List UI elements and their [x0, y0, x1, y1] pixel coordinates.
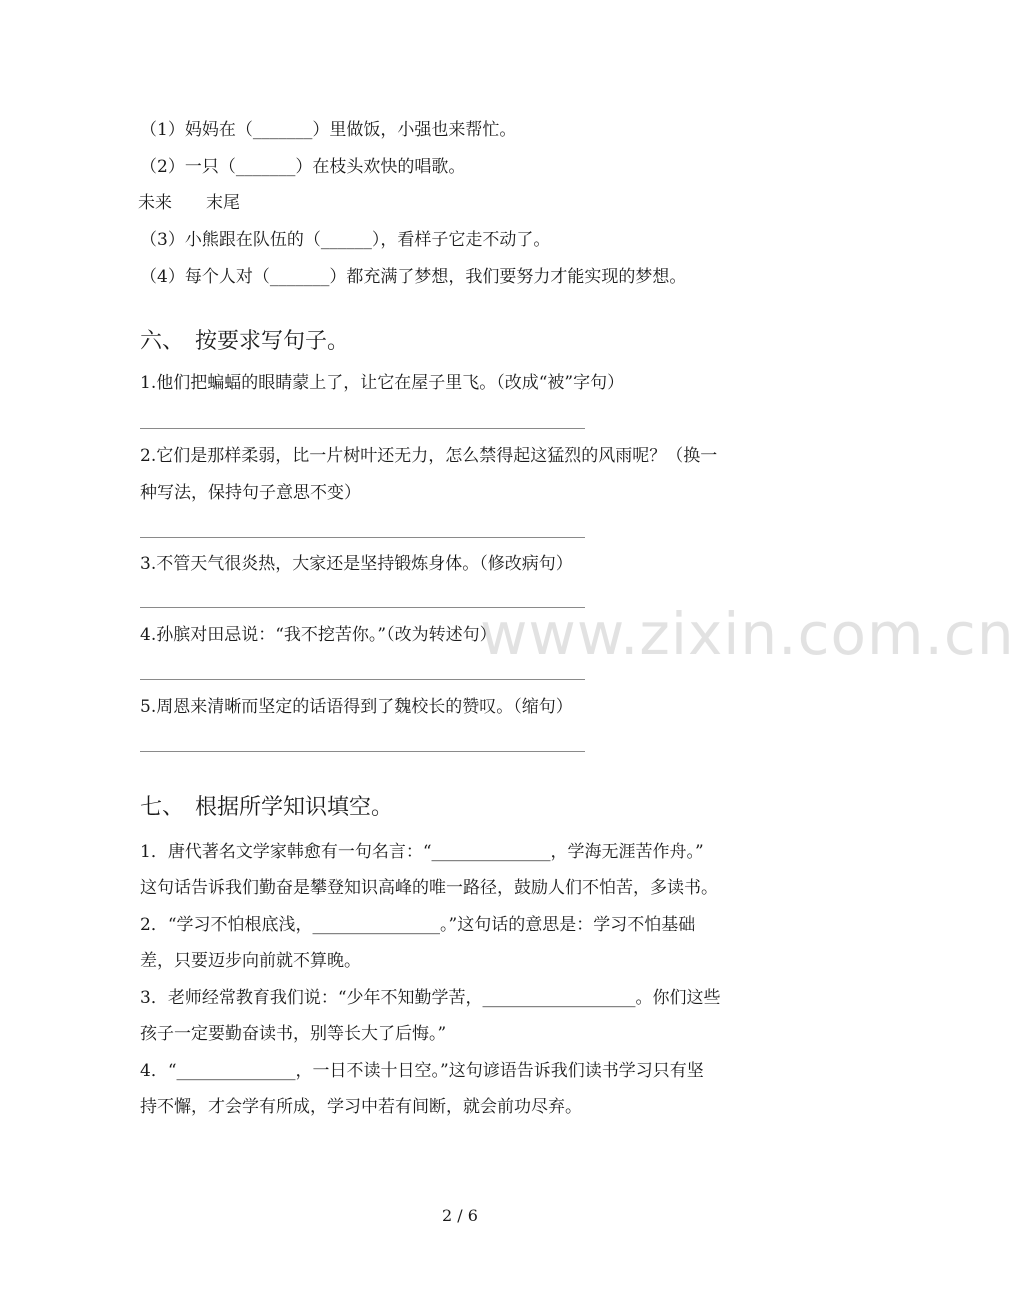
section-6-item-2-cont: 种写法，保持句子意思不变） [140, 483, 361, 503]
exercise-5-q3: （3）小熊跟在队伍的（______），看样子它走不动了。 [140, 230, 551, 250]
exercise-5-q2: （2）一只（_______）在枝头欢快的唱歌。 [140, 157, 466, 177]
section-6-heading: 六、 按要求写句子。 [140, 329, 350, 354]
section-7-line-1: 1．唐代著名文学家韩愈有一句名言：“______________，学海无涯苦作舟。” [140, 842, 704, 862]
exercise-5-q1: （1）妈妈在（_______）里做饭，小强也来帮忙。 [140, 120, 517, 140]
page-number: 2 / 6 [442, 1206, 478, 1225]
answer-line-2[interactable] [140, 537, 585, 538]
section-7-line-2: 这句话告诉我们勤奋是攀登知识高峰的唯一路径，鼓励人们不怕苦，多读书。 [140, 878, 718, 898]
section-6-item-1: 1.他们把蝙蝠的眼睛蒙上了，让它在屋子里飞。（改成“被”字句） [140, 373, 625, 393]
section-6-item-2: 2.它们是那样柔弱，比一片树叶还无力，怎么禁得起这猛烈的风雨呢？（换一 [140, 446, 718, 466]
word-pair: 未来 末尾 [138, 193, 240, 213]
answer-line-1[interactable] [140, 428, 585, 429]
exercise-5-q4: （4）每个人对（_______）都充满了梦想，我们要努力才能实现的梦想。 [140, 267, 687, 287]
section-7-line-7: 4．“______________，一日不读十日空。”这句谚语告诉我们读书学习只有坚 [140, 1061, 704, 1081]
section-6-item-5: 5.周恩来清晰而坚定的话语得到了魏校长的赞叹。（缩句） [140, 697, 573, 717]
section-7-line-8: 持不懈，才会学有所成，学习中若有间断，就会前功尽弃。 [140, 1097, 582, 1117]
section-7-heading: 七、 根据所学知识填空。 [140, 795, 394, 820]
section-6-item-3: 3.不管天气很炎热，大家还是坚持锻炼身体。（修改病句） [140, 554, 573, 574]
answer-line-4[interactable] [140, 679, 585, 680]
watermark: www.zixin.com.cn [480, 600, 1015, 668]
answer-line-5[interactable] [140, 751, 585, 752]
section-7-line-6: 孩子一定要勤奋读书，别等长大了后悔。” [140, 1024, 447, 1044]
section-7-line-4: 差，只要迈步向前就不算晚。 [140, 951, 361, 971]
section-7-line-3: 2．“学习不怕根底浅，_______________。”这句话的意思是：学习不怕基础 [140, 915, 696, 935]
section-6-item-4: 4.孙膑对田忌说：“我不挖苦你。”（改为转述句） [140, 625, 497, 645]
section-7-line-5: 3．老师经常教育我们说：“少年不知勤学苦，__________________。你们这些 [140, 988, 721, 1008]
